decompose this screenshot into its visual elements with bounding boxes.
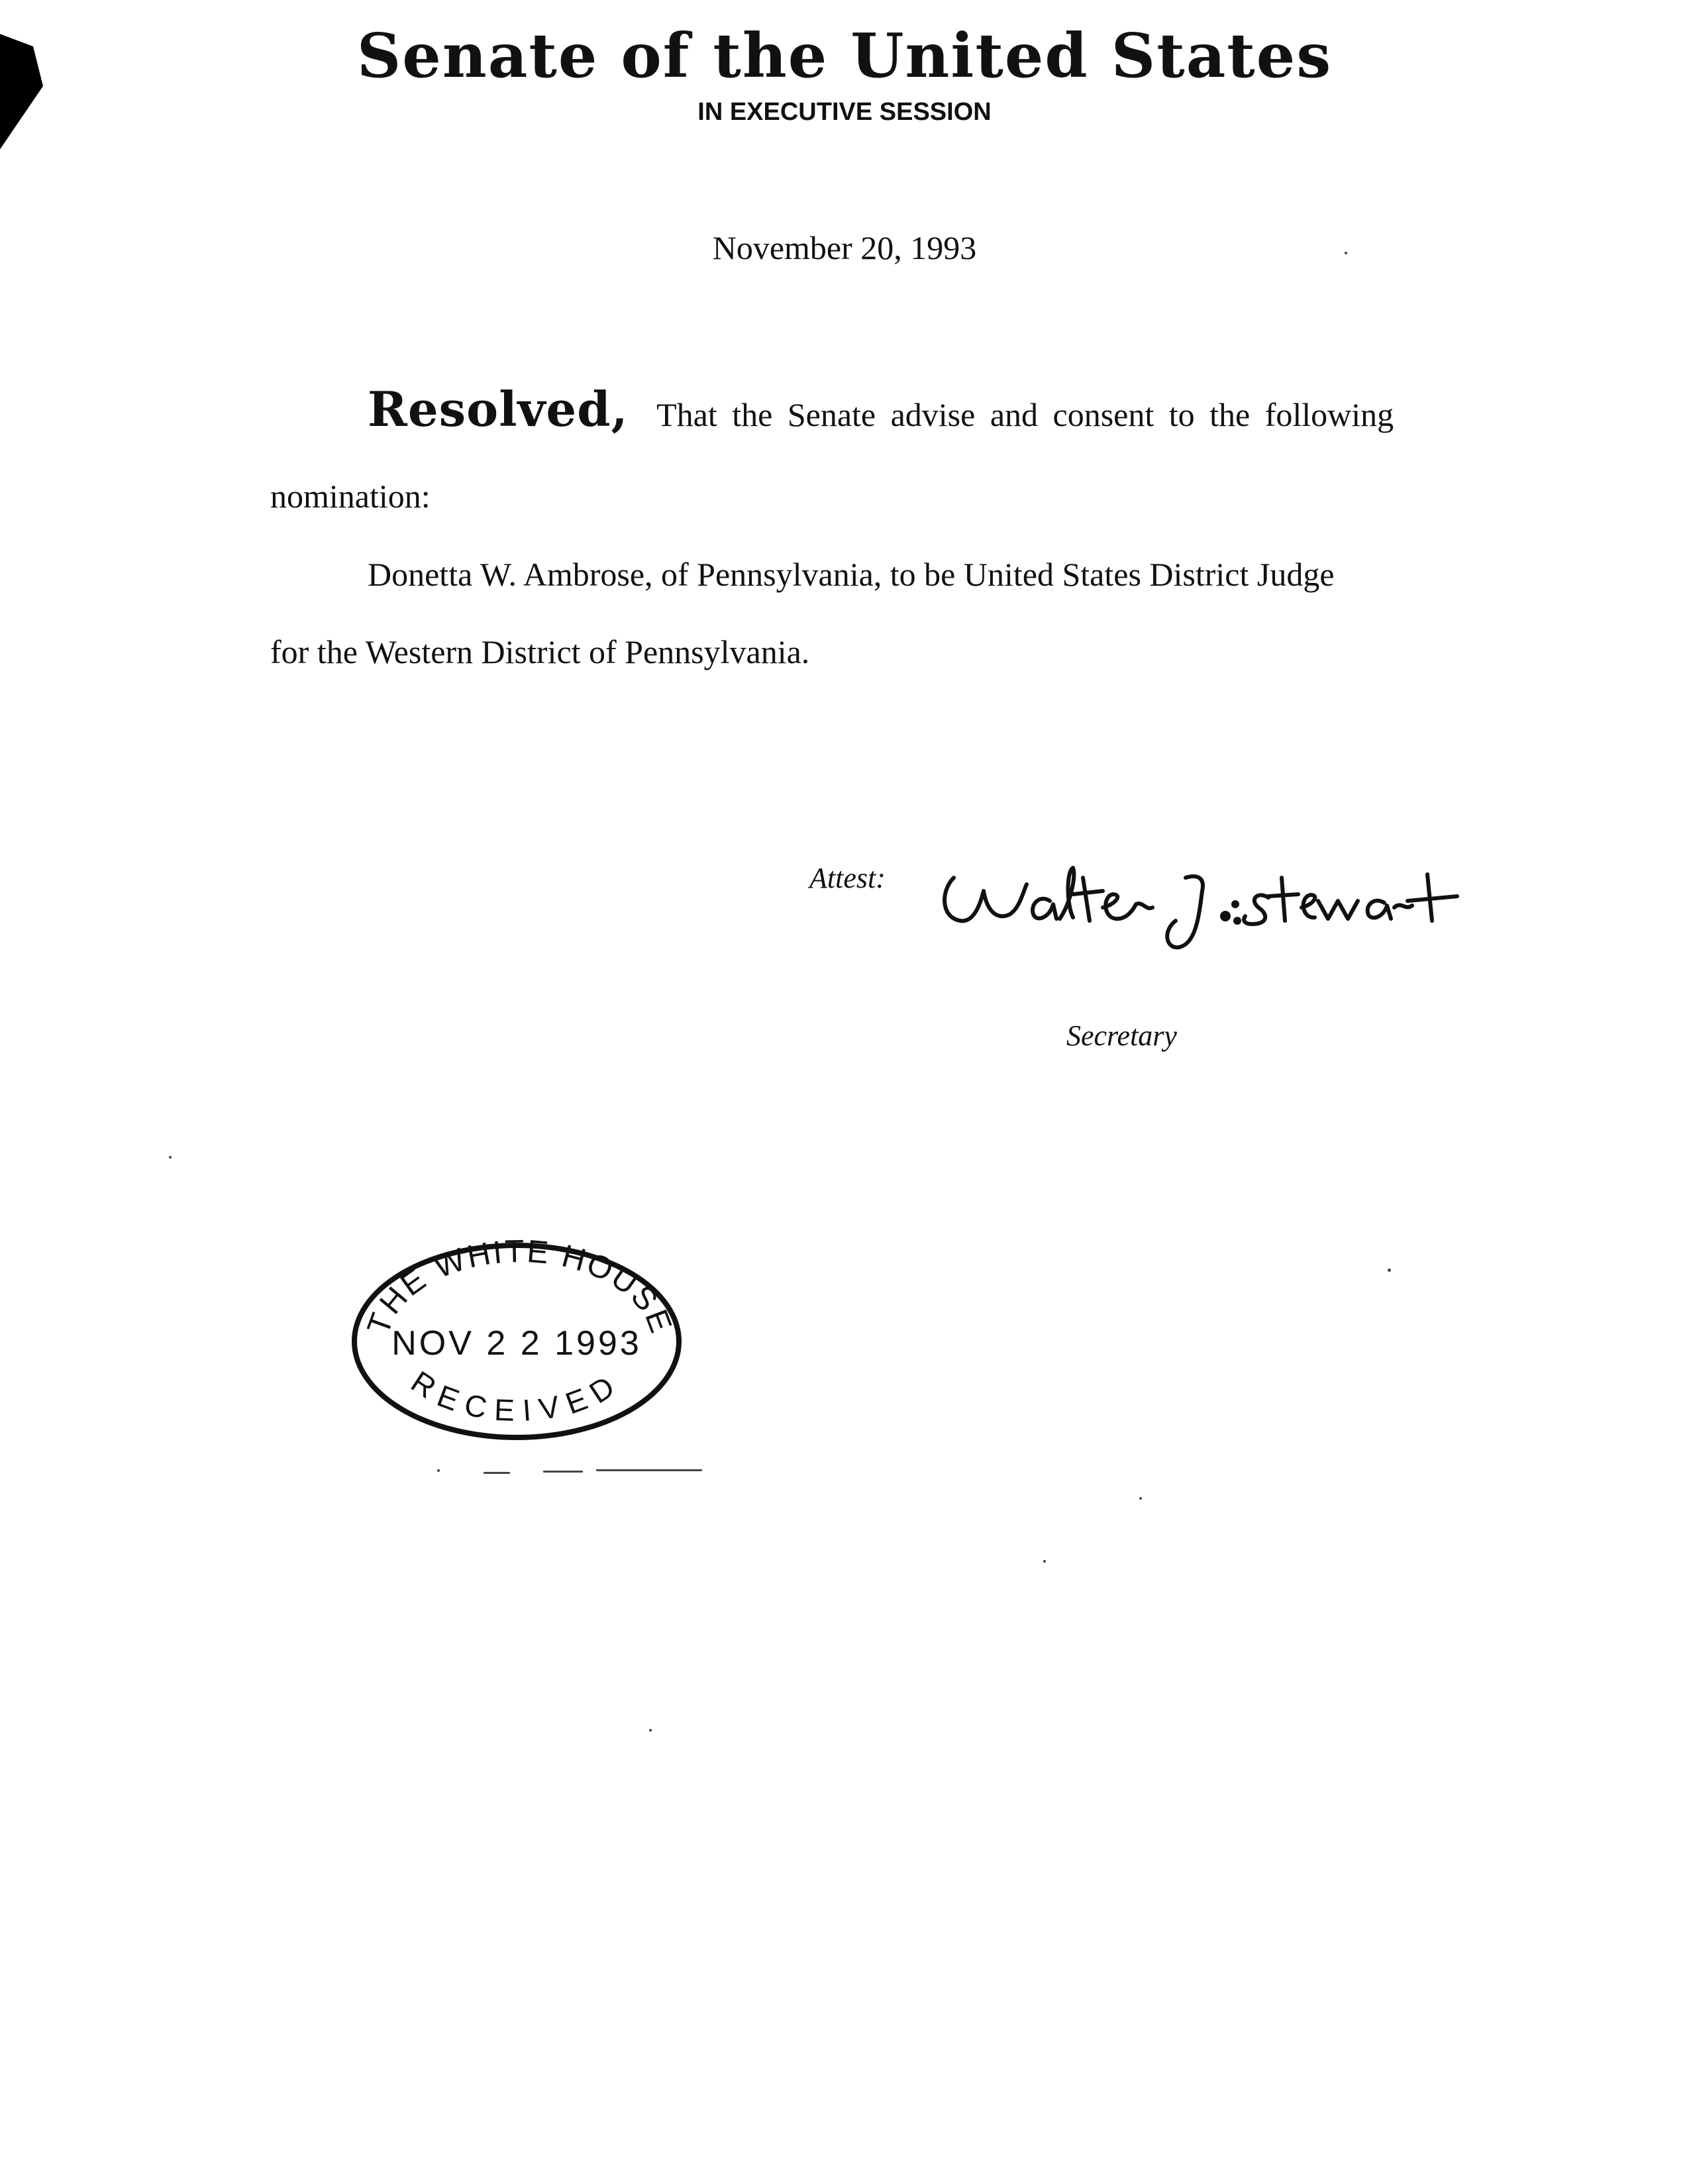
resolution-first-line: [368, 381, 1447, 437]
svg-text:THE WHITE HOUSE: [361, 1234, 679, 1339]
district-text: for the Western District of Pennsylvania.: [270, 633, 810, 670]
svg-text:RECEIVED: [405, 1364, 629, 1428]
stamp-top-text: THE WHITE HOUSE: [360, 1233, 680, 1339]
resolution-text-line1: That the Senate advise and consent to the following: [656, 396, 1394, 433]
white-house-received-stamp: [341, 1232, 692, 1451]
attest-label: Attest:: [809, 862, 886, 894]
resolution-text-line2: nomination:: [270, 478, 431, 515]
stamp-date-text: NOV 2 2 1993: [391, 1324, 642, 1363]
nominee-text: Donetta W. Ambrose, of Pennsylvania, to be United States District Judge: [368, 556, 1335, 593]
document-date: November 20, 1993: [712, 229, 977, 266]
resolved-word: Resolved,: [368, 381, 629, 437]
secretary-signature: [934, 838, 1517, 957]
senate-masthead: Senate of the United States: [356, 20, 1333, 91]
session-subheading: IN EXECUTIVE SESSION: [697, 98, 992, 126]
stamp-bottom-text: RECEIVED: [405, 1364, 629, 1428]
secretary-title: Secretary: [1066, 1019, 1177, 1052]
